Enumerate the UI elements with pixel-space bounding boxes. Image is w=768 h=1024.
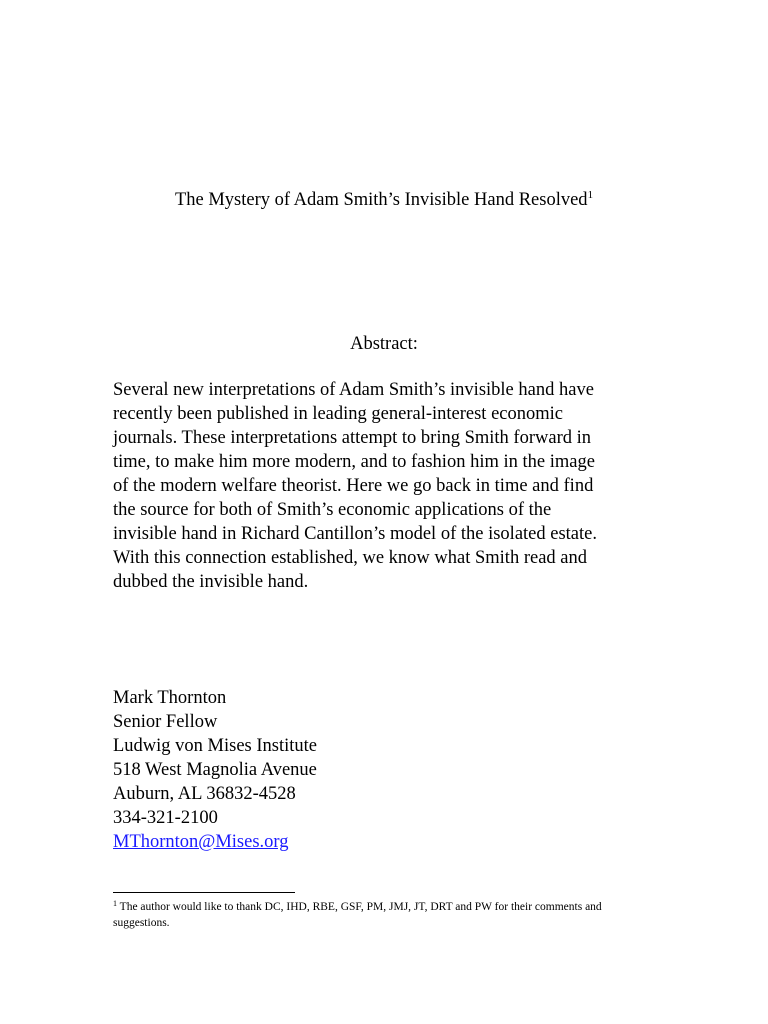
footnote-divider — [113, 892, 295, 893]
author-city-state-zip: Auburn, AL 36832-4528 — [113, 784, 296, 804]
author-contact-block — [113, 686, 513, 854]
abstract-body — [113, 378, 653, 594]
abstract-heading: Abstract: — [350, 334, 418, 354]
author-name: Mark Thornton — [113, 688, 227, 708]
footnote-marker: 1 — [113, 899, 117, 908]
footnote — [113, 900, 658, 931]
abstract-line: invisible hand in Richard Cantillon’s model of the isolated estate. — [113, 524, 597, 544]
author-email-link[interactable]: MThornton@Mises.org — [113, 832, 289, 852]
author-street-address: 518 West Magnolia Avenue — [113, 760, 317, 780]
paper-title — [0, 188, 768, 212]
abstract-line: dubbed the invisible hand. — [113, 572, 309, 592]
abstract-line: of the modern welfare theorist. Here we go back in time and find — [113, 476, 594, 496]
abstract-line: recently been published in leading general-interest economic — [113, 404, 563, 424]
abstract-line: journals. These interpretations attempt to bring Smith forward in — [113, 428, 591, 448]
abstract-line: time, to make him more modern, and to fashion him in the image — [113, 452, 595, 472]
author-institution: Ludwig von Mises Institute — [113, 736, 318, 756]
author-phone: 334-321-2100 — [113, 808, 218, 828]
footnote-text: The author would like to thank DC, IHD, RBE, GSF, PM, JMJ, JT, DRT and PW for their comments and — [117, 901, 602, 913]
footnote-line-1 — [113, 900, 658, 916]
title-footnote-marker[interactable]: 1 — [587, 189, 594, 201]
author-position: Senior Fellow — [113, 712, 218, 732]
abstract-line: Several new interpretations of Adam Smith’s invisible hand have — [113, 380, 594, 400]
abstract-line: the source for both of Smith’s economic applications of the — [113, 500, 552, 520]
paper-title-text: The Mystery of Adam Smith’s Invisible Hand Resolved — [174, 190, 588, 210]
footnote-line-2: suggestions. — [113, 916, 170, 929]
abstract-line: With this connection established, we know what Smith read and — [113, 548, 587, 568]
